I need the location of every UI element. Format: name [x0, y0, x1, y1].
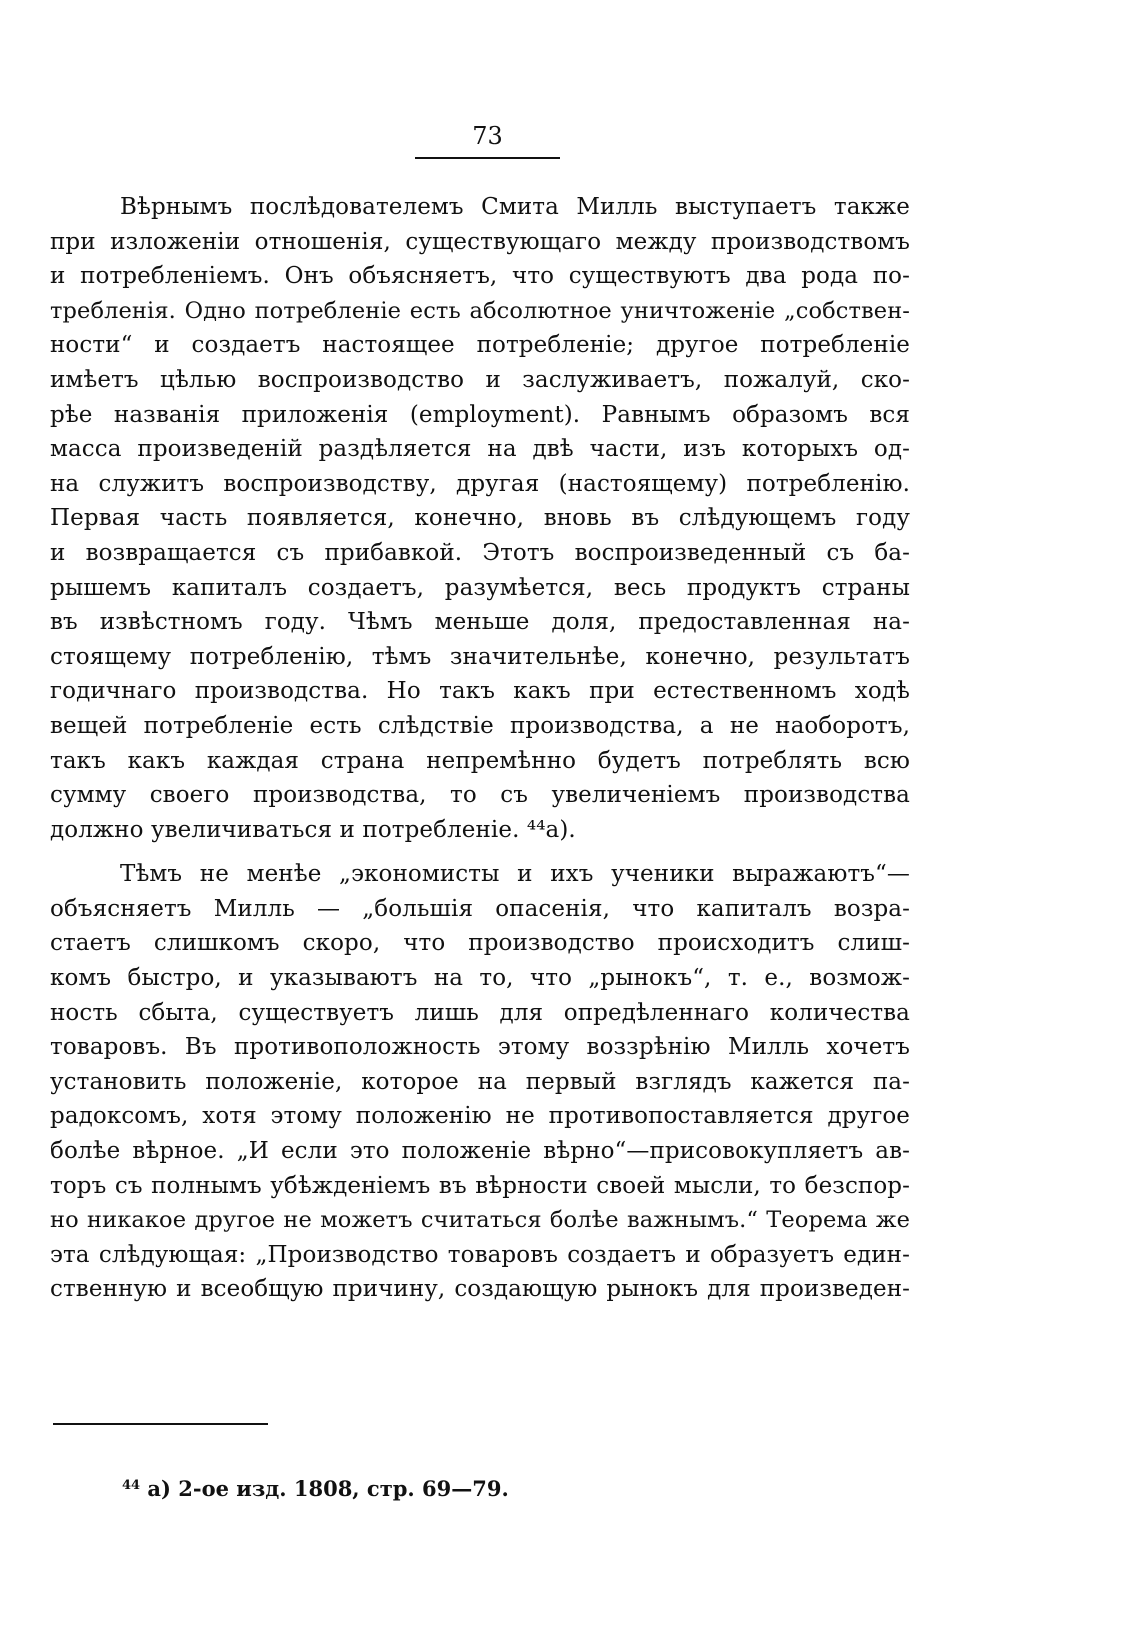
body-text: [50, 190, 910, 1307]
text-line: радоксомъ, хотя этому положенію не противопоставляется другое: [50, 1103, 910, 1130]
text-line: при изложеніи отношенія, существующаго между производствомъ: [50, 228, 910, 255]
text-line: въ извѣстномъ году. Чѣмъ меньше доля, предоставленная на-: [50, 609, 910, 636]
text-line: эта слѣдующая: „Производство товаровъ создаетъ и образуетъ един-: [50, 1241, 910, 1268]
text-line: стоящему потребленію, тѣмъ значительнѣе, конечно, результатъ: [50, 643, 910, 670]
text-line: и возвращается съ прибавкой. Этотъ воспроизведенный съ ба-: [50, 539, 910, 566]
text-line: товаровъ. Въ противоположность этому воззрѣнію Милль хочетъ: [50, 1034, 910, 1061]
text-line: имѣетъ цѣлью воспроизводство и заслуживаетъ, пожалуй, ско-: [50, 366, 910, 393]
text-line: комъ быстро, и указываютъ на то, что „рынокъ“, т. е., возмож-: [50, 965, 910, 992]
text-line: Первая часть появляется, конечно, вновь въ слѣдующемъ году: [50, 505, 910, 532]
text-line: ственную и всеобщую причину, создающую рынокъ для произведен-: [50, 1276, 910, 1303]
paragraph-gap: [50, 847, 910, 857]
page-number: 73: [472, 122, 503, 150]
text-line: вещей потребленіе есть слѣдствіе производства, а не наоборотъ,: [50, 712, 910, 739]
text-line: такъ какъ каждая страна непремѣнно будетъ потреблять всю: [50, 747, 910, 774]
text-line: рышемъ капиталъ создаетъ, разумѣется, весь продуктъ страны: [50, 574, 910, 601]
text-line: годичнаго производства. Но такъ какъ при естественномъ ходѣ: [50, 678, 910, 705]
text-line: Тѣмъ не менѣе „экономисты и ихъ ученики выражаютъ“—: [120, 861, 910, 888]
footnote-text: а) 2-ое изд. 1808, стр. 69—79.: [147, 1476, 509, 1501]
footnote: [122, 1472, 509, 1503]
footnote-marker: 44: [122, 1478, 141, 1493]
header-rule: [415, 157, 560, 159]
text-line: требленія. Одно потребленіе есть абсолютное уничтоженіе „собствен-: [50, 297, 910, 324]
text-line: стаетъ слишкомъ скоро, что производство происходитъ слиш-: [50, 930, 910, 957]
text-line: Вѣрнымъ послѣдователемъ Смита Милль выступаетъ также: [120, 194, 910, 220]
text-line: рѣе названія приложенія (employment). Равнымъ образомъ вся: [50, 401, 910, 428]
paragraph-2: [50, 857, 910, 1307]
footnote-rule: [53, 1423, 268, 1425]
text-line: установить положеніе, которое на первый взглядъ кажется па-: [50, 1068, 910, 1095]
text-line: торъ съ полнымъ убѣжденіемъ въ вѣрности своей мысли, то безспор-: [50, 1172, 910, 1199]
text-line: ность сбыта, существуетъ лишь для опредѣленнаго количества: [50, 999, 910, 1026]
text-line: на служитъ воспроизводству, другая (настоящему) потребленію.: [50, 470, 910, 497]
text-line: объясняетъ Милль — „большія опасенія, что капиталъ возра-: [50, 895, 910, 922]
text-line: ности“ и создаетъ настоящее потребленіе; другое потребленіе: [50, 332, 910, 359]
text-line: масса произведеній раздѣляется на двѣ части, изъ которыхъ од-: [50, 436, 910, 463]
text-line: но никакое другое не можетъ считаться болѣе важнымъ.“ Теорема же: [50, 1207, 910, 1234]
text-line: и потребленіемъ. Онъ объясняетъ, что существуютъ два рода по-: [50, 263, 910, 290]
text-line: болѣе вѣрное. „И если это положеніе вѣрно“—присовокупляетъ ав-: [50, 1138, 910, 1165]
text-line: сумму своего производства, то съ увеличеніемъ производства: [50, 782, 910, 809]
paragraph-1: [50, 190, 910, 847]
text-line: должно увеличиваться и потребленіе. ⁴⁴а).: [50, 816, 576, 843]
